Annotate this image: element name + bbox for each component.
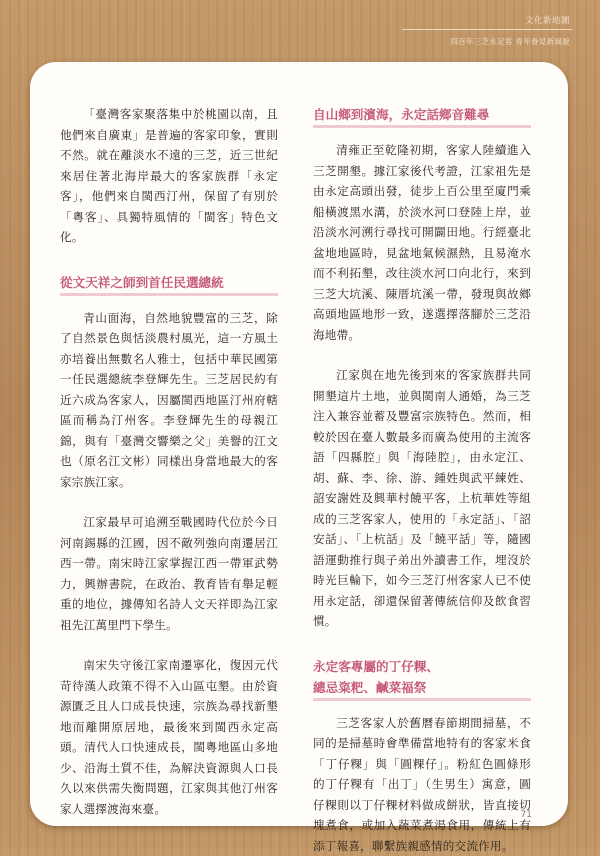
header-section-title: 文化新地圖 xyxy=(525,14,570,26)
right-column xyxy=(313,104,531,856)
left-column xyxy=(60,104,278,819)
page-number: 71 xyxy=(521,810,532,820)
body-paragraph: 南宋失守後江家南遷寧化，復因元代苛待漢人政策不得不入山區屯墾。由於資源匱乏且人口成長快速，宗族為尋找新墾地而離開原居地，最後來到閩西永定高頭。清代人口快速成長，閩粵地區山多地少、沿海土質不佳，為解決資源與人口長久以來供需失衡問題，江家與其他汀州客家人選擇渡海來臺。 xyxy=(60,655,278,819)
section-heading-2: 自山鄉到濱海，永定話鄉音難尋 xyxy=(313,104,531,128)
intro-paragraph: 「臺灣客家聚落集中於桃園以南，且他們來自廣東」是普遍的客家印象，實則不然。就在離淡水不遠的三芝，近三世紀來居住著北海岸最大的客家族群「永定客」，他們來自閩西汀州，保留了有別於「粵客」、具獨特風情的「閩客」特色文化。 xyxy=(60,104,278,248)
section-heading-3-line2: 總忌粢粑、鹹菜福祭 xyxy=(313,677,531,701)
section-heading-1: 從文天祥之師到首任民選總統 xyxy=(60,272,278,296)
page-paper xyxy=(30,62,568,826)
body-paragraph: 江家最早可追溯至戰國時代位於今日河南錫縣的江國，因不敵列強向南遷居江西一帶。南宋時江家掌握江西一帶軍武勢力，興辦書院，在政治、教育皆有舉足輕重的地位，據傳知名詩人文天祥即為江家祖先江萬里門下學生。 xyxy=(60,512,278,635)
header-subtitle: 四百年三芝永定客 青年眷見新風貌 xyxy=(450,36,570,47)
body-paragraph: 江家與在地先後到來的客家族群共同開墾這片土地，並與閩南人通婚，為三芝注入兼容並蓄及豐富宗族特色。然而，相較於因在臺人數最多而廣為使用的主流客語「四縣腔」與「海陸腔」，由永定江、胡、蘇、李、徐、游、鍾姓與武平練姓、詔安謝姓及興華村饒平客，上杭華姓等組成的三芝客家人，使用的「永定話」、「詔安話」、「上杭話」及「饒平話」等，隨國語運動推行與子弟出外讀書工作，埋沒於時光巨輪下，如今三芝汀州客家人已不使用永定話，卻還保留著傳統信仰及飲食習慣。 xyxy=(313,365,531,632)
section-heading-3-line1: 永定客專屬的丁仔粿、 xyxy=(313,656,531,677)
body-paragraph: 三芝客家人於舊曆春節期間掃墓，不同的是掃墓時會準備當地特有的客家米食「丁仔粿」與「圓粿仔」。粉紅色圓條形的丁仔粿有「出丁」（生男生）寓意，圓仔粿則以丁仔粿材料做成餅狀，皆直接切塊煮食，或加入蔬菜煮湯食用，傳統上有添丁報喜，聯繫族親感情的交流作用。 xyxy=(313,713,531,856)
header-divider xyxy=(402,29,572,30)
body-paragraph: 清雍正至乾隆初期，客家人陸續進入三芝開墾。據江家後代考證，江家祖先是由永定高頭出發，徒步上百公里至廈門乘船橫渡黑水溝，於淡水河口登陸上岸，並沿淡水河溯行尋找可開闢田地。行經臺北盆地地區時，見盆地氣候濕熱，且易淹水而不利拓墾，改往淡水河口向北行，來到三芝大坑溪、陳厝坑溪一帶，發現與故鄉高頭地區地形一致，遂選擇落腳於三芝沿海地帶。 xyxy=(313,140,531,345)
body-paragraph: 青山面海，自然地貌豐富的三芝，除了自然景色與恬淡農村風光，這一方風土亦培養出無數名人雅士，包括中華民國第一任民選總統李登輝先生。三芝居民約有近六成為客家人，因屬閩西地區汀州府轄區而稱為汀州客。李登輝先生的母親江錦，與有「臺灣交響樂之父」美譽的江文也（原名江文彬）同樣出身當地最大的客家宗族江家。 xyxy=(60,308,278,493)
